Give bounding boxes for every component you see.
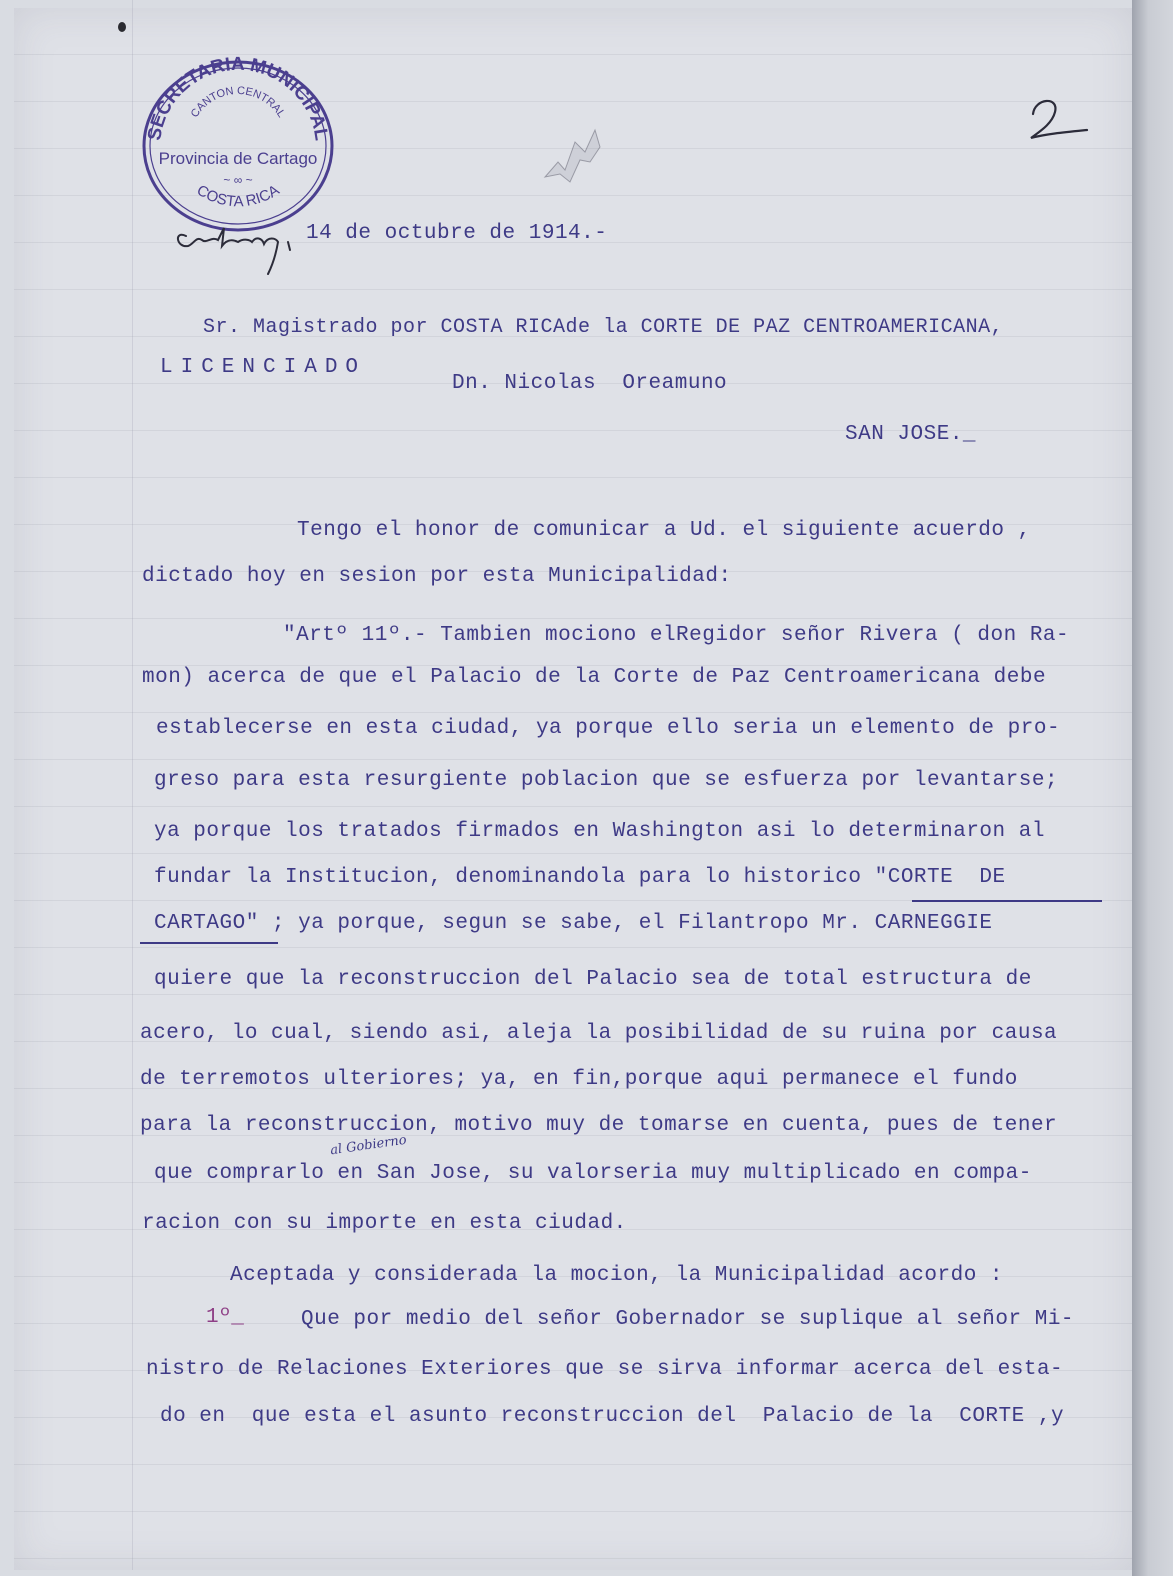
stamp-ring-top: SECRETARIA MUNICIPAL bbox=[144, 56, 332, 143]
article-line: para la reconstruccion, motivo muy de tomarse en cuenta, pues de tener bbox=[140, 1114, 1058, 1137]
article-line: mon) acerca de que el Palacio de la Corte de Paz Centroamericana debe bbox=[142, 666, 1047, 689]
stamp-inner-arc: CANTON CENTRAL bbox=[188, 84, 288, 120]
article-line: racion con su importe en esta ciudad. bbox=[142, 1212, 627, 1235]
stamp-ornament: ~ ∞ ~ bbox=[223, 173, 253, 187]
handwritten-insertion: al Gobierno bbox=[329, 1132, 408, 1159]
margin-line bbox=[132, 0, 133, 1570]
article-line: de terremotos ulteriores; ya, en fin,porque aqui permanece el fundo bbox=[140, 1068, 1018, 1091]
date-line: 14 de octubre de 1914.- bbox=[306, 222, 608, 245]
underline bbox=[912, 900, 1102, 902]
page-number-handwritten bbox=[1025, 92, 1095, 152]
punch-hole bbox=[118, 22, 126, 32]
paper-tear-mark bbox=[540, 122, 610, 192]
resolution-line: Aceptada y considerada la mocion, la Municipalidad acordo : bbox=[230, 1264, 1004, 1287]
item-line: do en que esta el asunto reconstruccion del Palacio de la CORTE ,y bbox=[160, 1405, 1065, 1428]
stamp-ring-bottom: COSTA RICA bbox=[193, 181, 283, 211]
item-number: 1º_ bbox=[206, 1306, 244, 1329]
article-line: fundar la Institucion, denominandola para lo historico "CORTE DE bbox=[154, 866, 1006, 889]
addressee-line: Sr. Magistrado por COSTA RICAde la CORTE DE PAZ CENTROAMERICANA, bbox=[203, 316, 1004, 339]
article-line: ya porque los tratados firmados en Washington asi lo determinaron al bbox=[154, 820, 1045, 843]
item-line: nistro de Relaciones Exteriores que se sirva informar acerca del esta- bbox=[146, 1358, 1064, 1381]
handwritten-place-name bbox=[172, 206, 302, 276]
intro-line-2: dictado hoy en sesion por esta Municipalidad: bbox=[142, 565, 732, 588]
article-line: acero, lo cual, siendo asi, aleja la posibilidad de su ruina por causa bbox=[140, 1022, 1058, 1045]
addressee-title: LICENCIADO bbox=[160, 356, 367, 379]
article-line: quiere que la reconstruccion del Palacio sea de total estructura de bbox=[154, 968, 1032, 991]
article-line: establecerse en esta ciudad, ya porque ello seria un elemento de pro- bbox=[156, 717, 1061, 740]
addressee-city: SAN JOSE._ bbox=[845, 423, 977, 446]
article-line: greso para esta resurgiente poblacion que se esfuerza por levantarse; bbox=[154, 769, 1059, 792]
intro-line-1: Tengo el honor de comunicar a Ud. el siguiente acuerdo , bbox=[297, 519, 1031, 542]
article-line: que comprarlo en San Jose, su valorseria muy multiplicado en compa- bbox=[154, 1162, 1032, 1185]
addressee-name: Dn. Nicolas Oreamuno bbox=[452, 372, 728, 395]
page-edge-shadow bbox=[1132, 0, 1173, 1576]
stamp-center-text: Provincia de Cartago bbox=[158, 149, 318, 168]
svg-text:2: 2 bbox=[1025, 92, 1026, 93]
article-line: "Artº 11º.- Tambien mociono elRegidor señor Rivera ( don Ra- bbox=[283, 624, 1070, 647]
article-line: CARTAGO" ; ya porque, segun se sabe, el Filantropo Mr. CARNEGGIE bbox=[154, 912, 993, 935]
item-line: Que por medio del señor Gobernador se suplique al señor Mi- bbox=[301, 1308, 1075, 1331]
underline bbox=[140, 942, 278, 944]
